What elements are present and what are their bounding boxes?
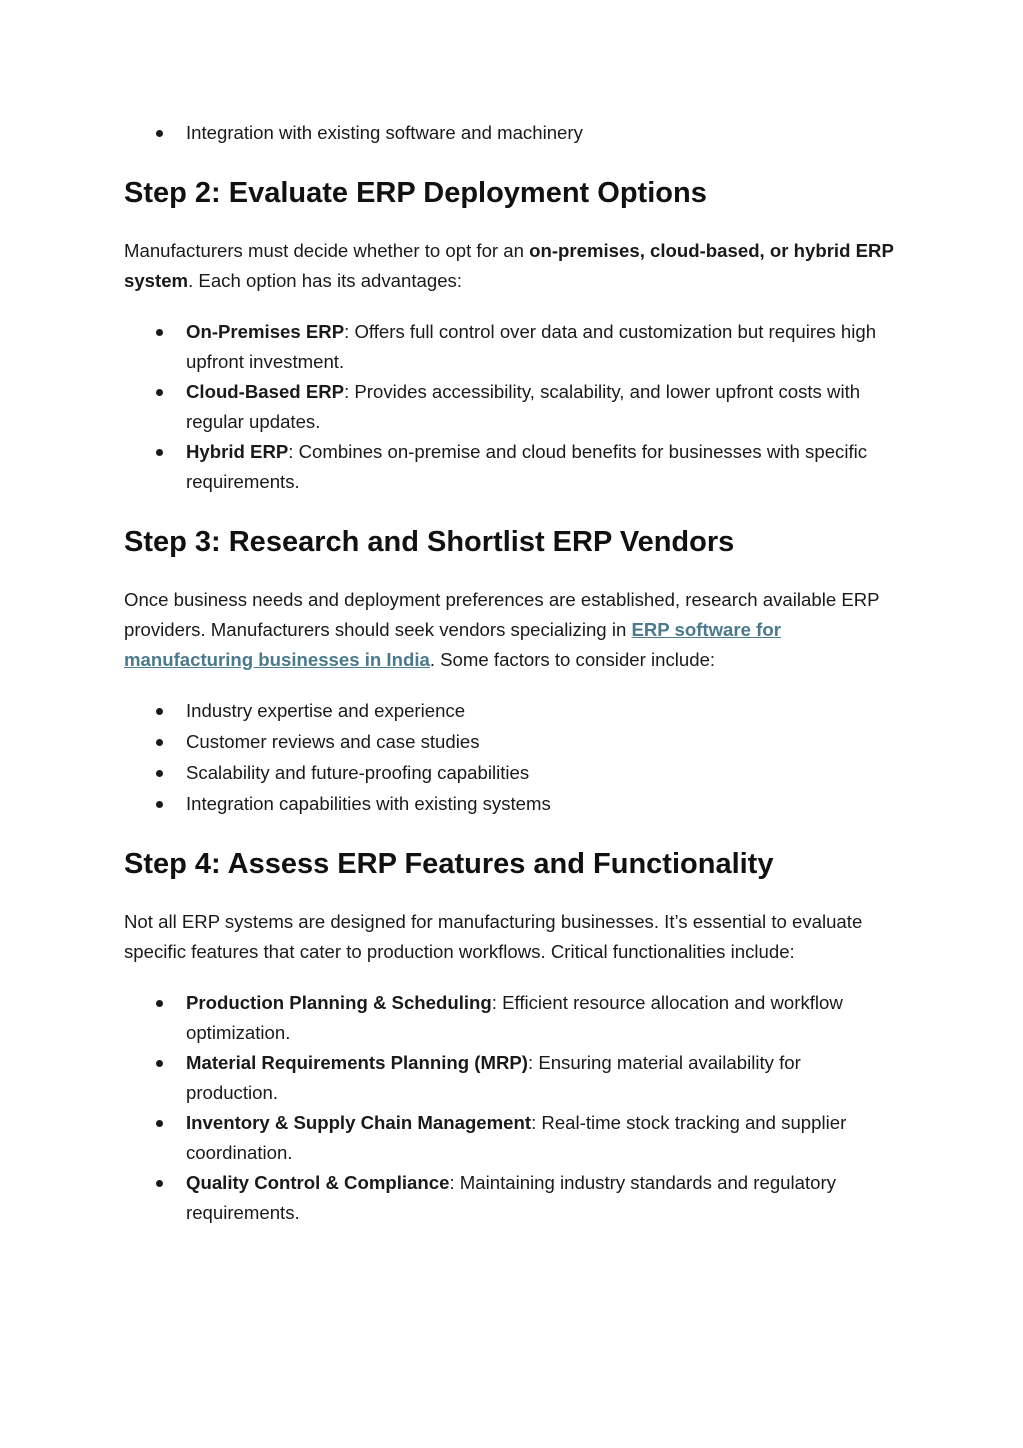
- bullet-icon: [156, 449, 163, 456]
- bullet-icon: [156, 1060, 163, 1067]
- bullet-icon: [156, 739, 163, 746]
- step4-heading: Step 4: Assess ERP Features and Functionality: [124, 848, 774, 880]
- list-item: Production Planning & Scheduling: Efficient resource allocation and workflow optimization.: [124, 988, 894, 1048]
- list-item: Scalability and future-proofing capabilities: [124, 758, 894, 788]
- step3-intro: Once business needs and deployment preferences are established, research available ERP providers. Manufacturers should seek vendors specializing in ERP software for manufacturing businesses in India. Some factors to consider include:: [124, 589, 880, 670]
- step4-features-list: [124, 988, 894, 1228]
- bullet-icon: [156, 329, 163, 336]
- step4-intro: Not all ERP systems are designed for manufacturing businesses. It’s essential to evaluate specific features that cater to production workflows. Critical functionalities include:: [124, 911, 863, 962]
- step2-heading: Step 2: Evaluate ERP Deployment Options: [124, 177, 707, 209]
- bullet-icon: [156, 1000, 163, 1007]
- bullet-icon: [156, 389, 163, 396]
- list-item: Industry expertise and experience: [124, 696, 894, 726]
- list-item: Cloud-Based ERP: Provides accessibility, scalability, and lower upfront costs with regular updates.: [124, 377, 894, 437]
- bullet-icon: [156, 801, 163, 808]
- step3-heading: Step 3: Research and Shortlist ERP Vendors: [124, 526, 735, 558]
- list-item: Customer reviews and case studies: [124, 727, 894, 757]
- step3-factors-list: [124, 696, 894, 819]
- bullet-icon: [156, 130, 163, 137]
- bullet-icon: [156, 770, 163, 777]
- list-item: Hybrid ERP: Combines on-premise and cloud benefits for businesses with specific requirements.: [124, 437, 894, 497]
- list-item: Quality Control & Compliance: Maintaining industry standards and regulatory requirements.: [124, 1168, 894, 1228]
- step2-options-list: [124, 317, 894, 497]
- list-item: Material Requirements Planning (MRP): Ensuring material availability for production.: [124, 1048, 894, 1108]
- bullet-icon: [156, 1180, 163, 1187]
- step2-intro: Manufacturers must decide whether to opt for an on-premises, cloud-based, or hybrid ERP system. Each option has its advantages:: [124, 240, 894, 291]
- list-item: Inventory & Supply Chain Management: Real-time stock tracking and supplier coordination.: [124, 1108, 894, 1168]
- erp-software-link[interactable]: ERP software for manufacturing businesses in India: [124, 619, 781, 670]
- top-bullet-list: [124, 118, 894, 148]
- bullet-icon: [156, 1120, 163, 1127]
- list-item: On-Premises ERP: Offers full control over data and customization but requires high upfront investment.: [124, 317, 894, 377]
- list-item: Integration with existing software and machinery: [124, 118, 894, 148]
- document-page: [124, 118, 894, 1228]
- bullet-icon: [156, 708, 163, 715]
- list-item: Integration capabilities with existing systems: [124, 789, 894, 819]
